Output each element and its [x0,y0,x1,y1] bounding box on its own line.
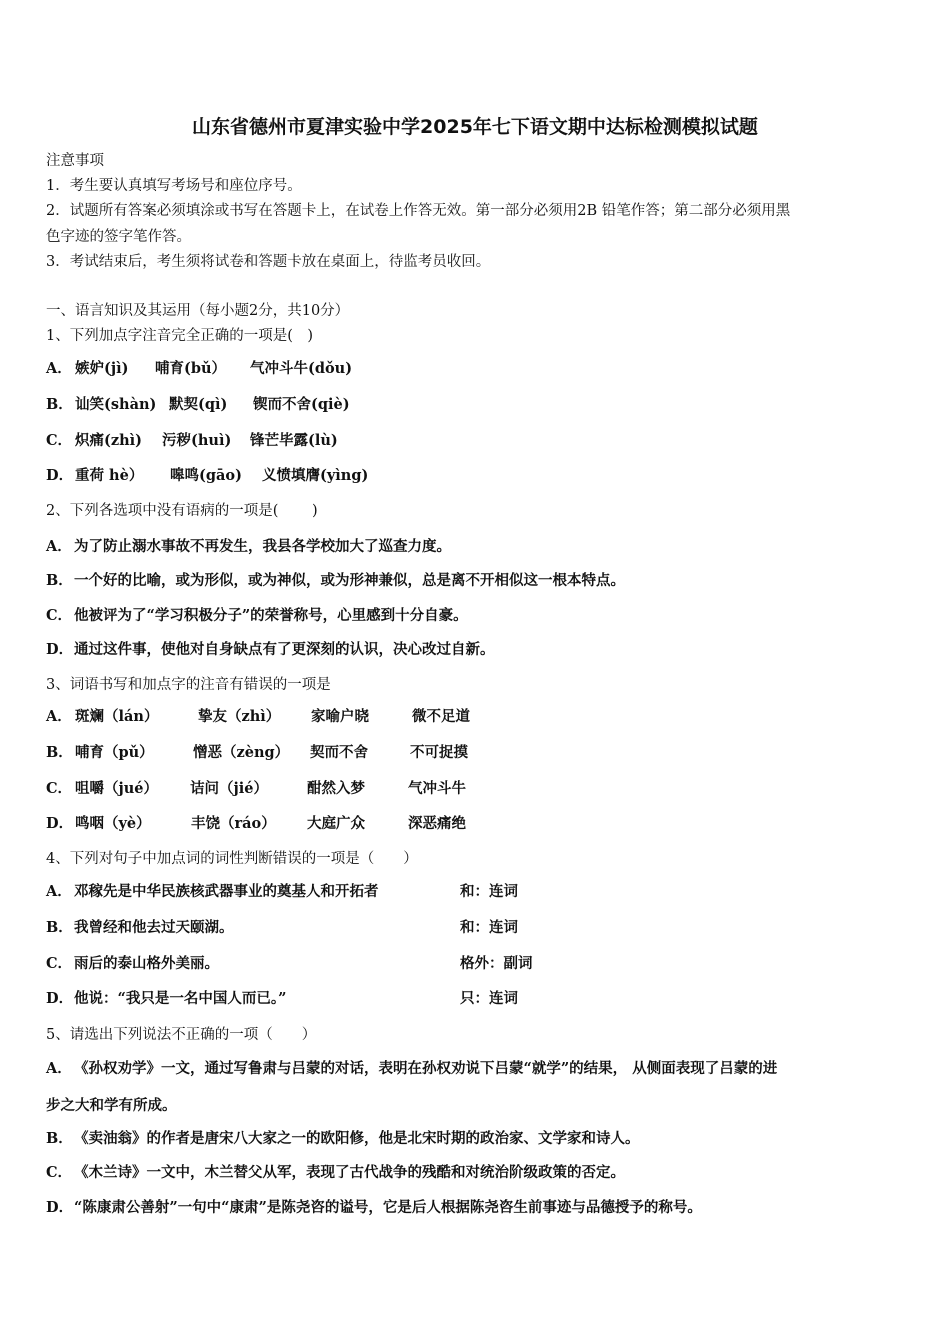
notice-item: 2．试题所有答案必须填涂或书写在答题卡上，在试卷上作答无效。第一部分必须用2B 铅笔作答；第二部分必须用黑 [46,203,791,219]
question-1-stem: 1、下列加点字注音完全正确的一项是( ) [46,328,314,344]
option-label: B． [46,1130,73,1147]
q1-a-word2: 哺育(bǔ） [155,360,227,377]
q5-option-a-continued: 步之大和学有所成。 [46,1097,177,1114]
q4-d-judgement: 只：连词 [460,990,518,1007]
q3-b-word2: 憎恶（zèng） [193,744,290,761]
option-text: 他被评为了“学习积极分子”的荣誉称号，心里感到十分自豪。 [74,607,468,624]
option-label: A． [46,360,72,377]
q2-option-a [46,537,451,557]
option-label: A． [46,538,72,555]
q2-option-c [46,606,468,626]
q1-c-word3: 锋芒毕露(lù) [250,432,338,449]
q5-option-c [46,1163,625,1183]
question-4-stem: 4、下列对句子中加点词的词性判断错误的一项是（ ） [46,851,418,867]
q3-d-word3: 大庭广众 [307,815,365,832]
q1-option-c [46,431,74,451]
q1-a-word1: 嫉妒(jì) [75,360,129,377]
option-text: 《木兰诗》一文中，木兰替父从军，表现了古代战争的残酷和对统治阶级政策的否定。 [74,1164,625,1181]
q1-a-word3: 气冲斗牛(dǒu) [250,360,353,377]
q1-option-d [46,466,74,486]
notice-item: 1．考生要认真填写考场号和座位序号。 [46,178,302,194]
option-label: D． [46,815,74,832]
option-label: C． [46,1164,73,1181]
q3-c-word4: 气冲斗牛 [408,780,466,797]
q4-c-judgement: 格外：副词 [460,955,533,972]
q2-option-b [46,571,625,591]
q3-b-word1: 哺育（pǔ） [75,744,154,761]
option-text: 《卖油翁》的作者是唐宋八大家之一的欧阳修，他是北宋时期的政治家、文学家和诗人。 [74,1130,640,1147]
q3-option-c [46,779,74,799]
q3-c-word2: 诘问（jié） [190,780,268,797]
option-label: A． [46,883,72,900]
option-text: 邓稼先是中华民族核武器事业的奠基人和开拓者 [74,883,379,900]
q3-c-word3: 酣然入梦 [307,780,365,797]
q5-option-d [46,1198,702,1218]
q4-option-d [46,989,286,1009]
q3-d-word2: 丰饶（ráo） [191,815,276,832]
q3-d-word1: 鸣咽（yè） [75,815,151,832]
option-label: C． [46,780,73,797]
q1-option-b [46,395,74,415]
question-5-stem: 5、请选出下列说法不正确的一项（ ） [46,1027,317,1043]
q4-option-b [46,918,234,938]
q3-a-word1: 斑斓（lán） [75,708,159,725]
q1-b-word3: 锲而不舍(qiè) [253,396,350,413]
notice-item: 色字迹的签字笔作答。 [46,229,191,245]
option-label: A． [46,1060,72,1077]
option-label: B． [46,919,73,936]
q4-option-a [46,882,379,902]
q1-d-word1: 重荷 hè） [75,467,144,484]
q1-b-word2: 默契(qì) [169,396,228,413]
section-heading: 一、语言知识及其运用（每小题2分，共10分） [46,303,350,319]
option-label: D． [46,990,74,1007]
option-label: D． [46,1199,74,1216]
option-label: C． [46,432,73,449]
q3-option-a [46,707,74,727]
option-text: 《孙权劝学》一文，通过写鲁肃与吕蒙的对话，表明在孙权劝说下吕蒙“就学”的结果， 从侧面表现了吕蒙的进 [74,1060,778,1077]
q3-b-word3: 契而不舍 [310,744,368,761]
q1-d-word3: 义愤填膺(yìng) [262,467,369,484]
option-label: C． [46,607,73,624]
option-text: 一个好的比喻，或为形似，或为神似，或为形神兼似，总是离不开相似这一根本特点。 [74,572,625,589]
q1-d-word2: 嗥鸣(gāo) [170,467,242,484]
option-label: D． [46,467,74,484]
option-text: “陈康肃公善射”一句中“康肃”是陈尧咨的谥号，它是后人根据陈尧咨生前事迹与品德授予的称号。 [74,1199,702,1216]
q5-option-b [46,1129,640,1149]
q4-a-judgement: 和：连词 [460,883,518,900]
exam-title: 山东省德州市夏津实验中学2025年七下语文期中达标检测模拟试题 [192,116,758,138]
q4-b-judgement: 和：连词 [460,919,518,936]
notice-item: 3．考试结束后，考生须将试卷和答题卡放在桌面上，待监考员收回。 [46,254,491,270]
option-label: C． [46,955,73,972]
q1-c-word1: 炽痛(zhì) [75,432,143,449]
option-text: 为了防止溺水事故不再发生，我县各学校加大了巡查力度。 [74,538,451,555]
notice-heading: 注意事项 [46,153,104,169]
q3-a-word3: 家喻户晓 [311,708,369,725]
q4-option-c [46,954,219,974]
option-text: 通过这件事，使他对自身缺点有了更深刻的认识，决心改过自新。 [74,641,495,658]
q3-option-b [46,743,74,763]
option-label: B． [46,572,73,589]
q3-b-word4: 不可捉摸 [410,744,468,761]
q3-d-word4: 深恶痛绝 [408,815,466,832]
q3-a-word4: 微不足道 [412,708,470,725]
q3-c-word1: 咀嚼（jué） [75,780,159,797]
q3-a-word2: 挚友（zhì） [198,708,281,725]
option-text: 他说：“我只是一名中国人而已。” [74,990,287,1007]
option-label: B． [46,744,73,761]
option-label: B． [46,396,73,413]
q5-option-a [46,1059,777,1079]
option-label: A． [46,708,72,725]
question-3-stem: 3、词语书写和加点字的注音有错误的一项是 [46,677,331,693]
q1-c-word2: 污秽(huì) [162,432,232,449]
option-text: 我曾经和他去过天颐湖。 [74,919,234,936]
option-label: D． [46,641,74,658]
q1-option-a [46,359,74,379]
q1-b-word1: 讪笑(shàn) [75,396,157,413]
option-text: 雨后的泰山格外美丽。 [74,955,219,972]
question-2-stem: 2、下列各选项中没有语病的一项是( ) [46,503,318,519]
q3-option-d [46,814,74,834]
q2-option-d [46,640,495,660]
